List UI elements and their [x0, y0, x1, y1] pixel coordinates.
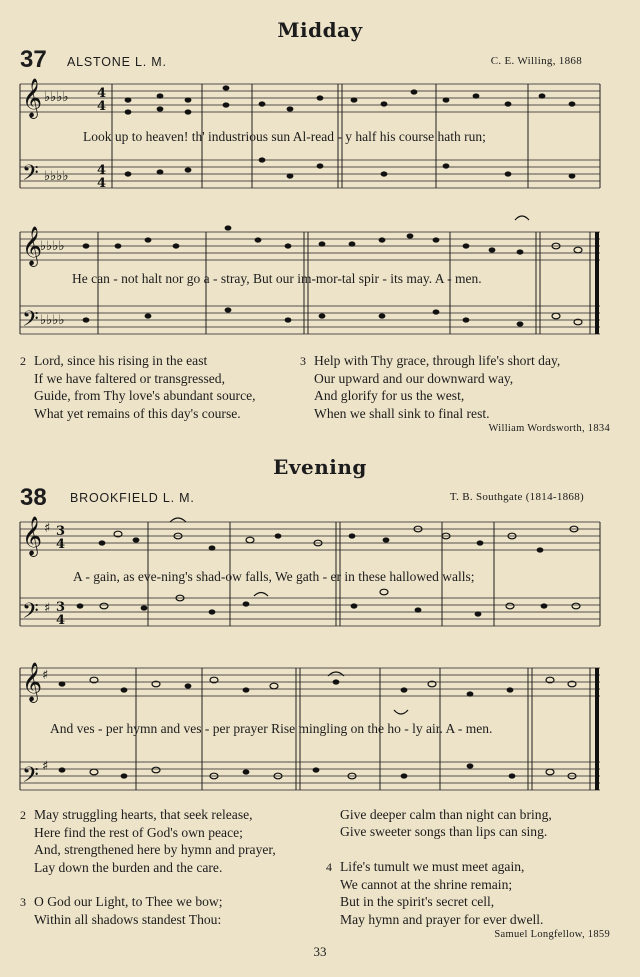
- svg-text:4: 4: [97, 99, 107, 114]
- page-number: 33: [313, 944, 327, 959]
- section-title-midday: Midday: [277, 18, 363, 42]
- svg-text:♯: ♯: [44, 601, 51, 616]
- key-signature-flats: [40, 90, 69, 328]
- svg-text:4: 4: [97, 86, 107, 101]
- bass-clef-icon: 𝄢: [22, 307, 39, 337]
- staff-37-1-treble: [20, 84, 600, 112]
- svg-text:3: 3: [56, 524, 66, 539]
- svg-text:♭♭♭♭: ♭♭♭♭: [44, 90, 69, 105]
- verse-2: 2 May struggling hearts, that seek release, Here find the rest of God's own peace; And, strengthened here by hymn and prayer, Lay down the burden and the care.: [20, 807, 276, 875]
- lyrics-line: Look up to heaven! th' industrious sun Al-read - y half his course hath run;: [83, 129, 486, 144]
- verse-2: 2 Lord, since his rising in the east If we have faltered or transgressed, Guide, from Thy love's abundant source, What yet remains of this day's course.: [20, 353, 256, 421]
- verse-4: 4 Life's tumult we must meet again, We cannot at the shrine remain; But in the spirit's secret cell, May hymn and prayer for ever dwell.: [326, 859, 544, 927]
- svg-text:4: 4: [97, 176, 107, 191]
- treble-clef-icon: 𝄞: [22, 516, 43, 556]
- svg-text:♭♭♭♭: ♭♭♭♭: [40, 313, 65, 328]
- lyrics-line: And ves - per hymn and ves - per prayer Rise mingling on the ho - ly air. A - men.: [50, 721, 493, 736]
- svg-text:♯: ♯: [42, 668, 49, 683]
- bass-clef-icon: 𝄢: [22, 161, 39, 191]
- svg-text:♯: ♯: [44, 521, 51, 536]
- section-title-evening: Evening: [273, 455, 367, 479]
- tune-name: BROOKFIELD L. M.: [70, 491, 195, 505]
- lyrics-line: He can - not halt nor go a - stray, But our im-mor-tal spir - its may. A - men.: [72, 271, 482, 286]
- composer: T. B. Southgate (1814-1868): [449, 491, 584, 503]
- svg-text:♭♭♭♭: ♭♭♭♭: [44, 169, 69, 184]
- author: Samuel Longfellow, 1859: [494, 929, 610, 940]
- treble-clef-icon: 𝄞: [22, 78, 43, 118]
- tune-name: ALSTONE L. M.: [67, 55, 167, 69]
- svg-text:4: 4: [56, 537, 66, 552]
- hymn-number: 37: [20, 46, 47, 73]
- lyrics-line: A - gain, as eve-ning's shad-ow falls, We gath - er in these hallowed walls;: [73, 569, 475, 584]
- hymn-number: 38: [20, 484, 47, 511]
- staff-37-1-bass: [20, 160, 600, 188]
- verse-3: 3 Help with Thy grace, through life's short day, Our upward and our downward way, And glorify for us the west, When we shall sink to final rest.: [300, 353, 561, 421]
- svg-text:4: 4: [56, 613, 66, 628]
- bass-clef-icon: 𝄢: [22, 763, 39, 793]
- bass-clef-icon: 𝄢: [22, 599, 39, 629]
- svg-text:3: 3: [56, 600, 66, 615]
- composer: C. E. Willing, 1868: [490, 55, 582, 67]
- svg-text:♯: ♯: [42, 759, 49, 774]
- verse-3: 3 O God our Light, to Thee we bow; Within all shadows standest Thou:: [20, 894, 223, 928]
- treble-clef-icon: 𝄞: [22, 226, 43, 266]
- svg-text:♭♭♭♭: ♭♭♭♭: [40, 239, 65, 254]
- svg-text:4: 4: [97, 163, 107, 178]
- treble-clef-icon: 𝄞: [22, 662, 43, 702]
- author: William Wordsworth, 1834: [488, 423, 610, 434]
- noteheads: [83, 85, 576, 326]
- verse-2-continued: Give deeper calm than night can bring, Give sweeter songs than lips can sing.: [340, 807, 552, 840]
